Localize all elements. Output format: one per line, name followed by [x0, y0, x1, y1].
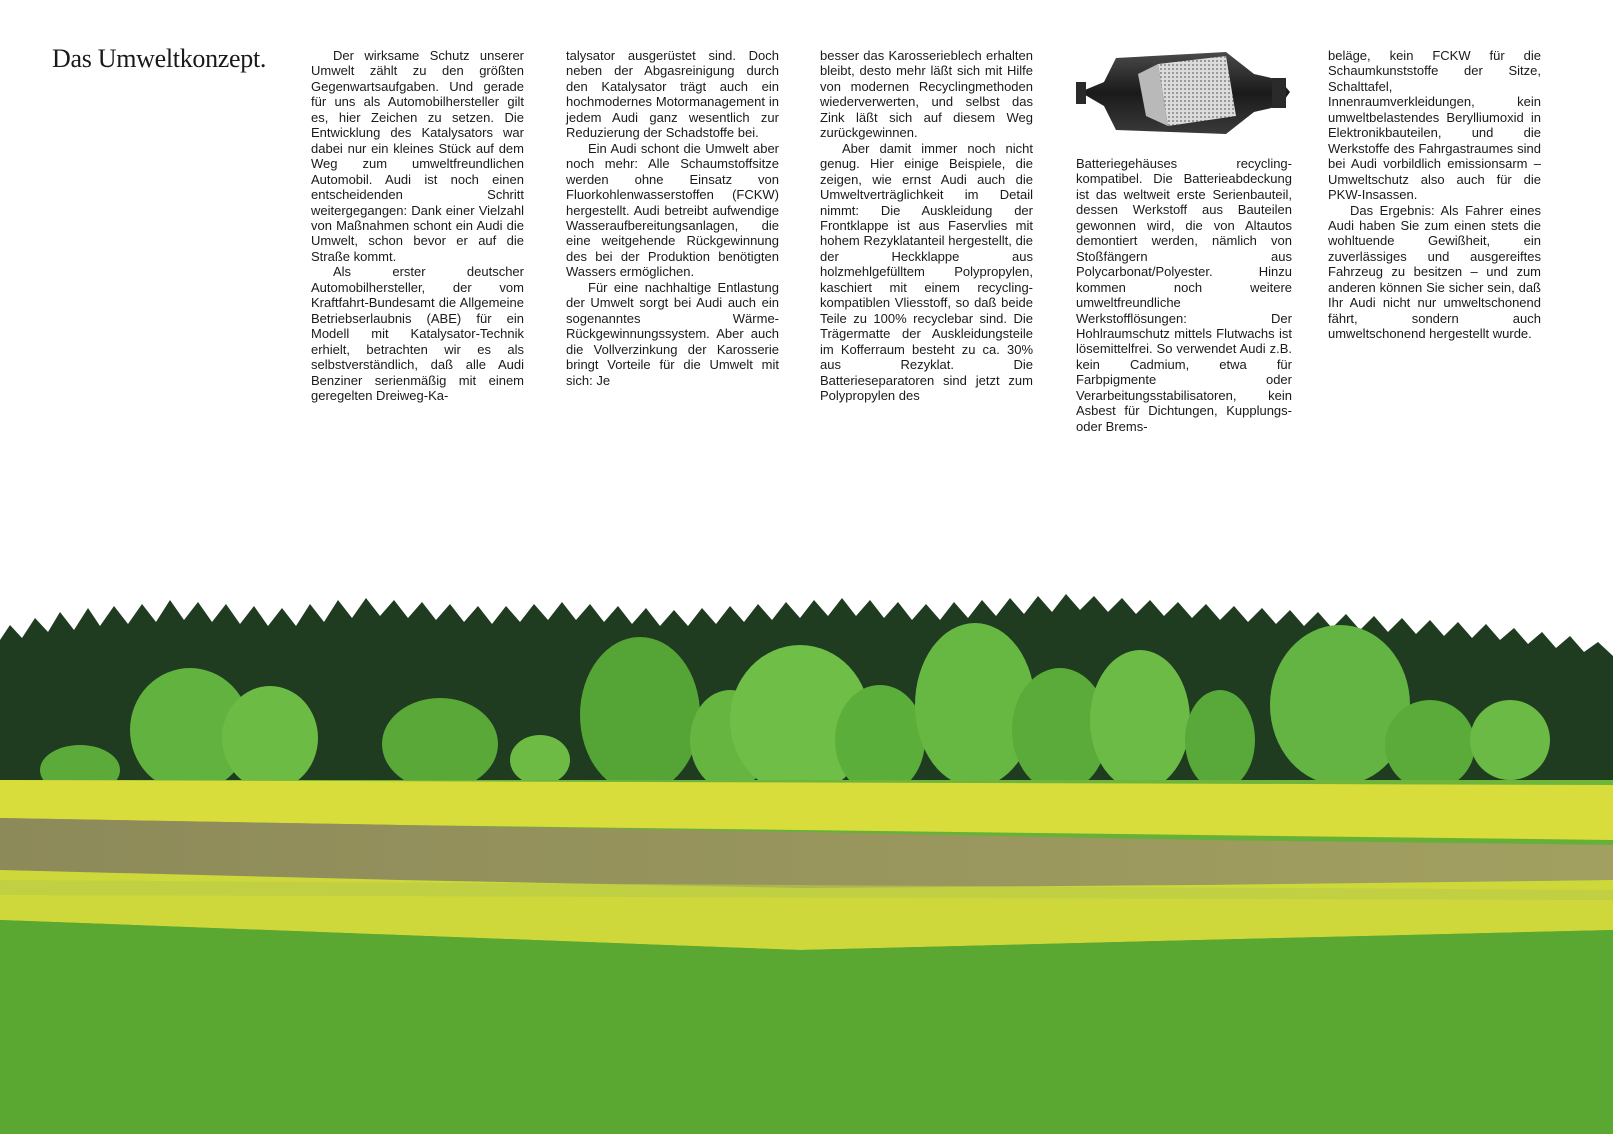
paragraph: Aber damit immer noch nicht genug. Hier einige Beispiele, die zeigen, wie ernst Audi auch die Umweltverträglichkeit im Detail nimmt: Die Auskleidung der Frontklappe ist aus Faservlies mit hohem Rezyklatanteil hergestellt, die der Heckklappe aus holzmehlgefülltem Polypropylen, kaschiert mit einem recycling-kompatiblen Vliesstoff, so daß beide Teile zu 100% recyclebar sind. Die Trägermatte der Auskleidungsteile im Kofferraum besteht zu ca. 30% aus Rezyklat. Die Batterieseparatoren sind jetzt zum Polypropylen des: [820, 140, 1033, 403]
paragraph: Als erster deutscher Automobilhersteller, der vom Kraftfahrt-Bundesamt die Allgemeine Betriebserlaubnis (ABE) für ein Modell mit Katalysator-Technik erhielt, betrachten wir es als selbstverständlich, daß alle Audi Benziner serienmäßig mit einem geregelten Dreiweg-Ka-: [311, 264, 524, 403]
paragraph: besser das Karosserieblech erhalten bleibt, desto mehr läßt sich mit Hilfe von modernen Recyclingmethoden wiederverwerten, und selbst das Zink läßt sich auf diesem Weg zurückgewinnen.: [820, 48, 1033, 141]
text-column-2: [566, 48, 779, 388]
catalytic-converter-image: [1076, 44, 1294, 140]
paragraph: Für eine nachhaltige Entlastung der Umwelt sorgt bei Audi auch ein sogenanntes Wärme-Rückgewinnungssystem. Aber auch die Vollverzinkung der Karosserie bringt Vorteile für die Umwelt mit sich: Je: [566, 279, 779, 388]
lower-meadow: [0, 920, 1613, 1134]
text-column-3: [820, 48, 1033, 403]
paragraph: Batteriegehäuses recycling-kompatibel. Die Batterieabdeckung ist das weltweit erste Serienbauteil, dessen Werkstoff aus Bauteilen gewonnen wird, die von Altautos demontiert werden, nämlich von Stoßfängern aus Polycarbonat/Polyester. Hinzu kommen noch weitere umweltfreundliche Werkstofflösungen: Der Hohlraumschutz mittels Flutwachs ist lösemittelfrei. So verwendet Audi z.B. kein Cadmium, etwa für Farbpigmente oder Verarbeitungsstabilisatoren, kein Asbest für Dichtungen, Kupplungs- oder Brems-: [1076, 156, 1292, 434]
text-column-4: [1076, 156, 1292, 434]
text-column-1: [311, 48, 524, 403]
paragraph: talysator ausgerüstet sind. Doch neben der Abgasreinigung durch den Katalysator trägt auch ein hochmodernes Motormanagement in jedem Audi ganz wesentlich zur Reduzierung der Schadstoffe bei.: [566, 48, 779, 141]
paragraph: Das Ergebnis: Als Fahrer eines Audi haben Sie zum einen stets die wohltuende Gewißheit, ein zuverlässiges und ausgereiftes Fahrzeug zu besitzen – und zum anderen können Sie sicher sein, daß Ihr Audi nicht nur umweltschonend fährt, sondern auch umweltschonend hergestellt wurde.: [1328, 202, 1541, 342]
text-column-5: [1328, 48, 1541, 342]
paragraph: beläge, kein FCKW für die Schaumkunststoffe der Sitze, Schalttafel, Innenraumverkleidungen, kein umweltbelastendes Berylliumoxid in Elektronikbauteilen, und die Werkstoffe des Fahrgastraumes sind bei Audi vorbildlich emissionsarm – Umweltschutz also auch für die PKW-Insassen.: [1328, 48, 1541, 203]
paragraph: Ein Audi schont die Umwelt aber noch mehr: Alle Schaumstoffsitze werden ohne Einsatz von Fluorkohlenwasserstoffen (FCKW) hergestellt. Audi betreibt aufwendige Wasseraufbereitungsanlagen, die eine weitgehende Rückgewinnung des bei der Produktion benötigten Wassers ermöglichen.: [566, 140, 779, 280]
page-title: Das Umweltkonzept.: [52, 44, 267, 73]
paragraph: Der wirksame Schutz unserer Umwelt zählt zu den größten Gegenwartsaufgaben. Und gerade für uns als Automobilhersteller gilt es, hier Zeichen zu setzen. Die Entwicklung des Katalysators war dabei nur ein kleines Stück auf dem Weg zum umweltfreundlichen Automobil. Audi ist noch einen entscheidenden Schritt weitergegangen: Dank einer Vielzahl von Maßnahmen schont ein Audi die Umwelt, schon bevor er auf die Straße kommt.: [311, 48, 524, 264]
